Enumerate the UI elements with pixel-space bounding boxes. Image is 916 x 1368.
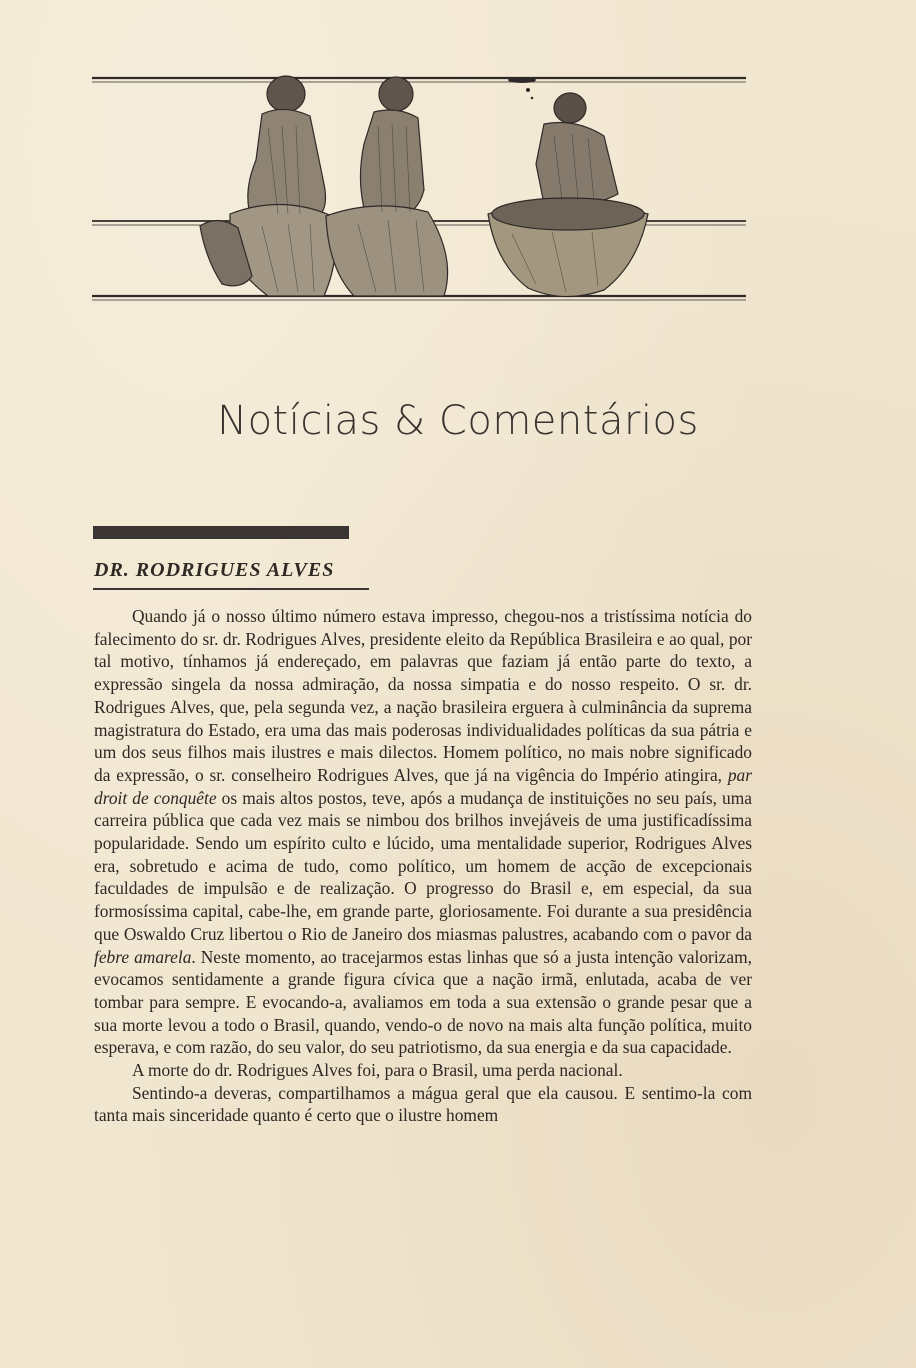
italic-phrase: par droit de conquête — [94, 764, 752, 808]
article-paragraph-3: Sentindo-a deveras, compartilhamos a mágua geral que ela causou. E sentimo-la com tanta mais sinceridade quanto é certo que o ilustre homem — [94, 1082, 752, 1126]
page-title: Notícias & Comentários — [217, 398, 699, 444]
section-heading: DR. RODRIGUES ALVES — [94, 559, 335, 581]
paragraph-text: . Neste momento, ao tracejarmos estas linhas que só a justa intenção valorizam, evocamos sentidamente a grande figura cívica que a nação irmã, enlutada, acaba de ver tombar para sempre. E evocando-a, avaliamos em toda a sua extensão o grande pesar que a sua morte levou a todo o Brasil, quando, vendo-o de novo na mais alta função política, muito esperava, e com razão, do seu valor, do seu patriotismo, da sua energia e da sua capacidade. — [94, 946, 752, 1058]
article-paragraph-2: A morte do dr. Rodrigues Alves foi, para o Brasil, uma perda nacional. — [132, 1060, 623, 1081]
paragraph-text: Quando já o nosso último número estava impresso, chegou-nos a tristíssima notícia do falecimento do sr. dr. Rodrigues Alves, presidente eleito da República Brasileira e ao qual, por tal motivo, tínhamos já endereçado, em palavras que faziam já então parte do texto, a expressão singela da nossa admiração, da nossa simpatia e do nosso respeito. O sr. dr. Rodrigues Alves, que, pela segunda vez, a nação brasileira erguera à culminância da suprema magistratura do Estado, era uma das mais poderosas individualidades políticas da sua pátria e um dos seus filhos mais ilustres e mais dilectos. Homem político, no mais nobre significado da expressão, o sr. conselheiro Rodrigues Alves, que já na vigência do Império atingira, — [94, 606, 752, 785]
paragraph-text: os mais altos postos, teve, após a mudança de instituições no seu país, uma carreira pública que cada vez mais se nimbou dos brilhos invejáveis de uma justificadíssima popularidade. Sendo um espírito culto e lúcido, uma mentalidade superior, Rodrigues Alves era, sobretudo e acima de tudo, como político, um homem de acção de excepcionais faculdades de impulsão e de realização. O progresso do Brasil e, em especial, da sua formosíssima capital, cabe-lhe, em grande parte, gloriosamente. Foi durante a sua presidência que Oswaldo Cruz libertou o Rio de Janeiro dos miasmas palustres, acabando com o pavor da — [94, 787, 752, 944]
seated-women-icon — [92, 64, 746, 314]
section-heading-underline — [93, 588, 369, 590]
section-bar — [93, 526, 349, 539]
article-paragraph-1 — [94, 605, 752, 1059]
article-body — [94, 605, 752, 1127]
italic-phrase: febre amarela — [94, 946, 192, 967]
header-illustration — [92, 64, 746, 314]
